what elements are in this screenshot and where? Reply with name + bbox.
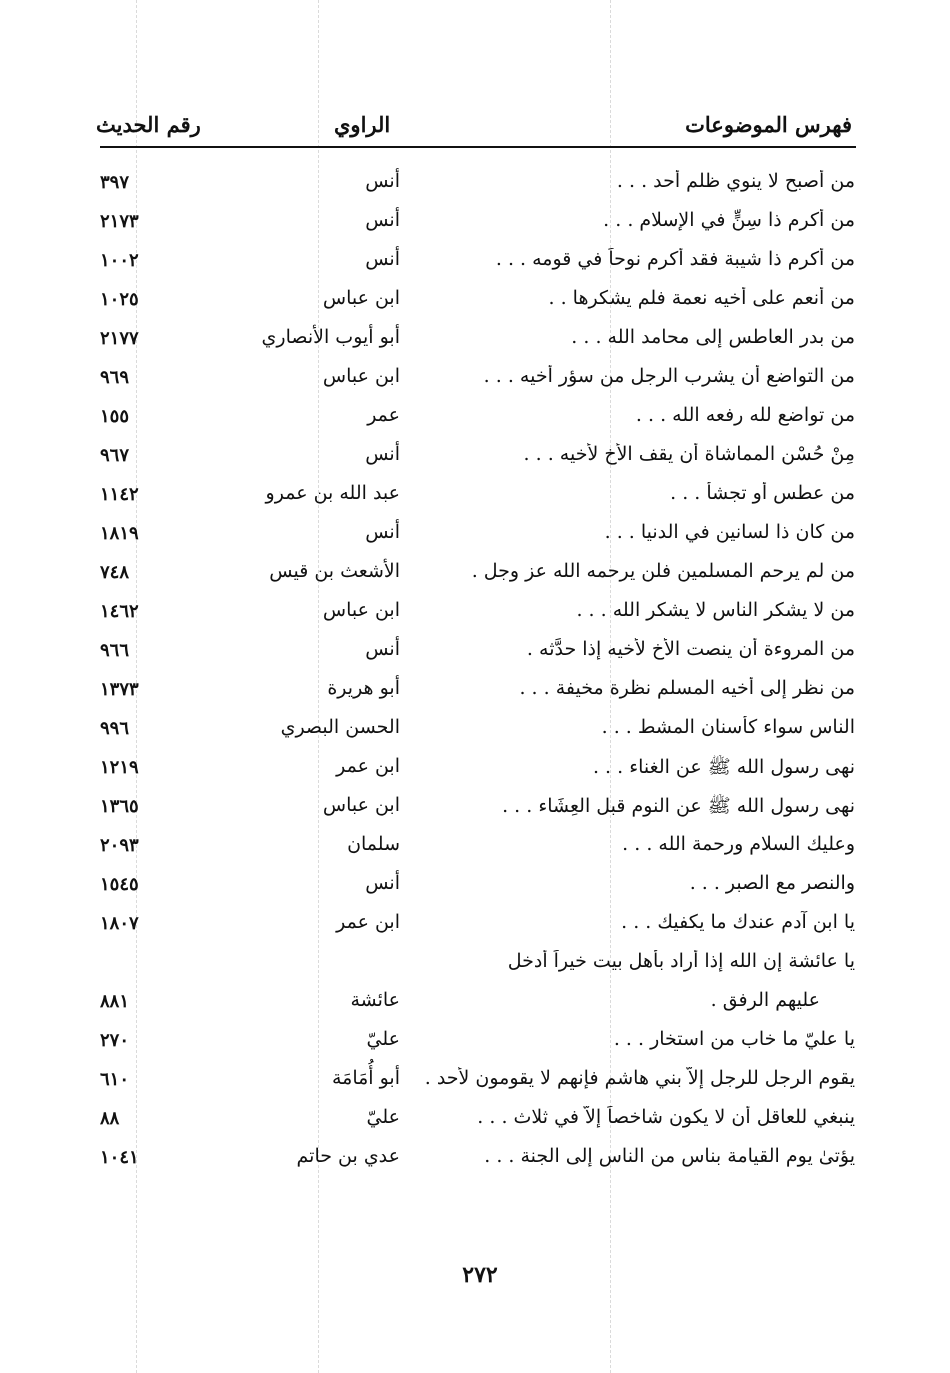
hadith-number: ١٠٤١: [100, 1147, 139, 1168]
topic-text: يقوم الرجل للرجل إلاّ بني هاشم فإنهم لا يقومون لأحد .: [424, 1067, 855, 1089]
hadith-number: ٣٩٧: [100, 172, 130, 193]
index-row: [0, 751, 950, 790]
topic-text: من التواضع أن يشرب الرجل من سؤر أخيه . . .: [483, 365, 855, 387]
narrator-text: أنس: [365, 638, 400, 660]
index-row: [0, 829, 950, 868]
hadith-number: ١٠٢٥: [100, 289, 139, 310]
topics-column-header: فهرس الموضوعات: [685, 112, 852, 137]
page-number: ٢٧٢: [462, 1262, 498, 1288]
index-row: [0, 946, 950, 985]
index-row: [0, 907, 950, 946]
topic-text: من نظر إلى أخيه المسلم نظرة مخيفة . . .: [519, 677, 855, 699]
hadith-number: ١١٤٢: [100, 484, 139, 505]
topic-text: نهى رسول الله ﷺ عن الغناء . . .: [592, 756, 855, 778]
topic-text: من أصبح لا ينوي ظلم أحد . . .: [616, 170, 855, 192]
index-row: [0, 790, 950, 829]
topic-text: من بدر العاطس إلى محامد الله . . .: [571, 326, 855, 348]
hadith-number: ١٨١٩: [100, 523, 139, 544]
hadith-number: ٩٦٦: [100, 640, 130, 661]
index-row: [0, 322, 950, 361]
topic-text: من أكرم ذا سِنٍّ في الإسلام . . .: [603, 209, 855, 231]
topic-text: يؤتىٰ يوم القيامة بناس من الناس إلى الجنة . . .: [484, 1145, 855, 1167]
hadith-number: ٨٨١: [100, 991, 130, 1012]
hadith-number: ٢٠٩٣: [100, 835, 139, 856]
index-row: [0, 985, 950, 1024]
hadith-number: ١٥٥: [100, 406, 130, 427]
topic-text: يا عليّ ما خاب من استخار . . .: [613, 1028, 855, 1050]
narrator-column-header: الراوي: [334, 112, 391, 137]
index-row: [0, 1063, 950, 1102]
hadith-number: ٩٦٩: [100, 367, 130, 388]
narrator-text: عليّ: [366, 1106, 400, 1128]
index-row: [0, 478, 950, 517]
narrator-text: ابن عمر: [336, 911, 400, 933]
index-row: [0, 166, 950, 205]
index-row: [0, 439, 950, 478]
narrator-text: أنس: [365, 248, 400, 270]
index-row: [0, 400, 950, 439]
narrator-text: أبو أيوب الأنصاري: [261, 326, 400, 348]
narrator-text: الأشعث بن قيس: [269, 560, 400, 582]
topic-text: من المروءة أن ينصت الأخ لأخيه إذا حدَّثه .: [526, 638, 855, 660]
narrator-text: أنس: [365, 521, 400, 543]
topic-text: من تواضع لله رفعه الله . . .: [635, 404, 855, 426]
topic-text: والنصر مع الصبر . . .: [689, 872, 855, 894]
number-column-header: رقم الحديث: [96, 112, 201, 137]
narrator-text: سلمان: [347, 833, 400, 855]
narrator-text: ابن عباس: [322, 365, 400, 387]
index-row: [0, 1141, 950, 1180]
topic-text: مِنْ حُسْنِ المماشاة أن يقف الأخ لأخيه . . .: [523, 443, 855, 465]
narrator-text: أنس: [365, 872, 400, 894]
index-row: [0, 517, 950, 556]
narrator-text: عمر: [367, 404, 400, 426]
index-row: [0, 244, 950, 283]
hadith-number: ١٨٠٧: [100, 913, 139, 934]
narrator-text: عدي بن حاتم: [296, 1145, 400, 1167]
topic-text: وعليك السلام ورحمة الله . . .: [622, 833, 855, 855]
index-row: [0, 1024, 950, 1063]
narrator-text: ابن عباس: [322, 794, 400, 816]
topic-text: من لا يشكر الناس لا يشكر الله . . .: [576, 599, 855, 621]
topic-text: من أنعم على أخيه نعمة فلم يشكرها . .: [548, 287, 855, 309]
hadith-number: ٢١٧٧: [100, 328, 139, 349]
hadith-number: ١٥٤٥: [100, 874, 139, 895]
narrator-text: عائشة: [350, 989, 400, 1011]
index-row: [0, 556, 950, 595]
index-row: [0, 673, 950, 712]
hadith-number: ١٠٠٢: [100, 250, 139, 271]
narrator-text: أنس: [365, 443, 400, 465]
narrator-text: ابن عمر: [336, 755, 400, 777]
index-row: [0, 1102, 950, 1141]
topic-text: نهى رسول الله ﷺ عن النوم قبل العِشَاء . . .: [502, 795, 855, 817]
hadith-number: ٩٩٦: [100, 718, 130, 739]
hadith-number: ٢١٧٣: [100, 211, 139, 232]
topic-text: ينبغي للعاقل أن لا يكون شاخصاً إلاّ في ثلاث . . .: [477, 1106, 855, 1128]
index-row: [0, 595, 950, 634]
index-row: [0, 868, 950, 907]
narrator-text: أنس: [365, 170, 400, 192]
hadith-number: ٩٦٧: [100, 445, 130, 466]
hadith-number: ١٣٦٥: [100, 796, 139, 817]
topic-text: الناس سواء كأسنان المشط . . .: [601, 716, 855, 738]
narrator-text: الحسن البصري: [280, 716, 400, 738]
narrator-text: أبو أُمَامَة: [331, 1067, 400, 1089]
hadith-number: ٧٤٨: [100, 562, 130, 583]
topic-text: عليهم الرفق .: [710, 989, 820, 1011]
index-row: [0, 283, 950, 322]
index-row: [0, 205, 950, 244]
narrator-text: عليّ: [366, 1028, 400, 1050]
hadith-number: ٦١٠: [100, 1069, 130, 1090]
topic-text: يا ابن آدم عندك ما يكفيك . . .: [621, 911, 855, 933]
hadith-number: ٢٧٠: [100, 1030, 130, 1051]
topic-text: من كان ذا لسانين في الدنيا . . .: [604, 521, 855, 543]
hadith-number: ١٤٦٢: [100, 601, 139, 622]
topic-text: من عطس أو تجشأ . . .: [670, 482, 855, 504]
table-header: [0, 110, 950, 144]
narrator-text: عبد الله بن عمرو: [265, 482, 400, 504]
index-row: [0, 361, 950, 400]
topic-text: من أكرم ذا شيبة فقد أكرم نوحاً في قومه . . .: [495, 248, 855, 270]
hadith-number: ١٢١٩: [100, 757, 139, 778]
narrator-text: ابن عباس: [322, 599, 400, 621]
topic-text: يا عائشة إن الله إذا أراد بأهل بيت خيراً أدخل: [507, 950, 855, 972]
header-rule: [100, 146, 856, 148]
narrator-text: أنس: [365, 209, 400, 231]
hadith-number: ١٣٧٣: [100, 679, 139, 700]
hadith-number: ٨٨: [100, 1108, 120, 1129]
narrator-text: ابن عباس: [322, 287, 400, 309]
index-row: [0, 634, 950, 673]
index-row: [0, 712, 950, 751]
narrator-text: أبو هريرة: [327, 677, 400, 699]
topic-text: من لم يرحم المسلمين فلن يرحمه الله عز وجل .: [471, 560, 855, 582]
index-rows: [0, 166, 950, 1180]
